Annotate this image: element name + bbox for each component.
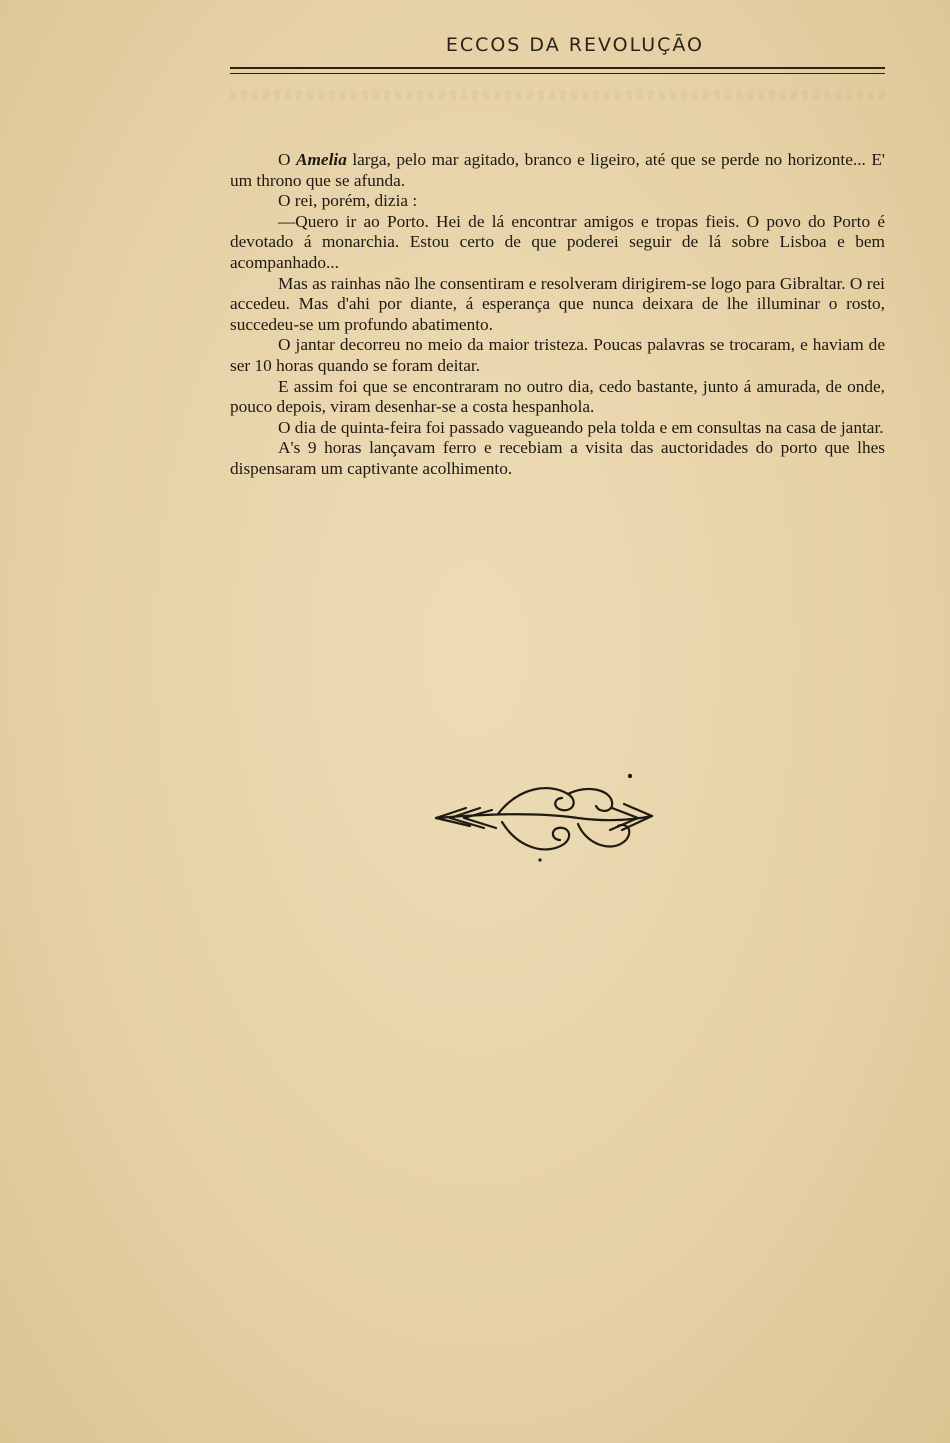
paragraph-8: A's 9 horas lançavam ferro e recebiam a visita das auctoridades do porto que lhes dispensaram um captivante acolhimento. bbox=[230, 438, 885, 478]
paragraph-5: O jantar decorreu no meio da maior tristeza. Poucas palavras se trocaram, e haviam de ser 10 horas quando se foram deitar. bbox=[230, 335, 885, 375]
bleed-through-texture bbox=[230, 90, 890, 100]
paragraph-2: O rei, porém, dizia : bbox=[278, 191, 418, 211]
paragraph-6: E assim foi que se encontraram no outro dia, cedo bastante, junto á amurada, de onde, pouco depois, viram desenhar-se a costa hespanhola. bbox=[230, 376, 885, 417]
paragraph-7: O dia de quinta-feira foi passado vagueando pela tolda e em consultas na casa de jantar. bbox=[278, 417, 884, 437]
paragraph-4: Mas as rainhas não lhe consentiram e resolveram dirigirem-se logo para Gibraltar. O rei accedeu. Mas d'ahi por diante, á esperança que nunca deixara de lhe illuminar o rosto, succedeu-se um profundo abatimento. bbox=[230, 273, 885, 334]
header-rule-thick bbox=[230, 67, 885, 69]
paragraph-1-text: larga, pelo mar agitado, branco e ligeiro, até que se perde no horizonte... E' um throno que se afunda. bbox=[230, 150, 885, 190]
paragraph-1: O Amelia larga, pelo mar agitado, branco e ligeiro, até que se perde no horizonte... E' um throno que se afunda. bbox=[230, 150, 885, 190]
paragraph-3: —Quero ir ao Porto. Hei de lá encontrar amigos e tropas fieis. O povo do Porto é devotado á monarchia. Estou certo de que poderei seguir de lá sobre Lisboa e bem acompanhado... bbox=[230, 211, 885, 272]
ship-name: Amelia bbox=[295, 150, 347, 169]
fleuron-ornament-icon bbox=[428, 768, 658, 868]
running-title: ECCOS DA REVOLUÇÃO bbox=[445, 34, 704, 56]
header-rule-thin bbox=[230, 73, 885, 74]
body-text bbox=[230, 150, 885, 480]
